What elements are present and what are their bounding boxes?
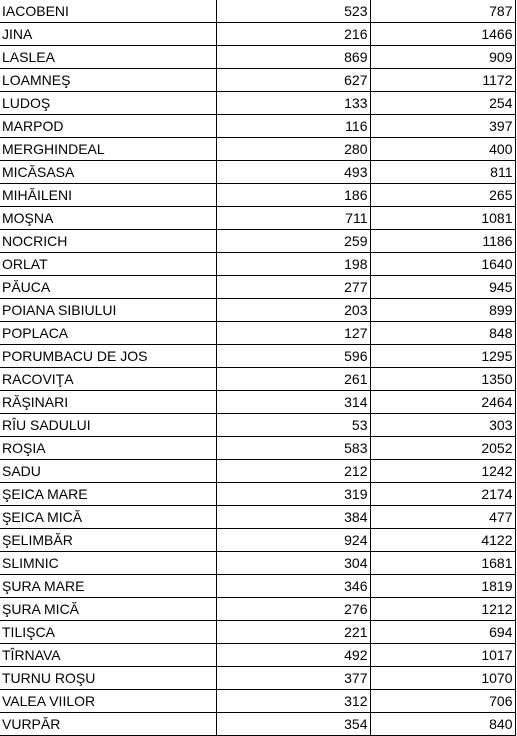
value-b-cell[interactable]: 1819 [370,575,515,598]
locality-name-cell[interactable]: JINA [0,23,216,46]
table-row [0,506,515,529]
locality-name-cell[interactable]: ŞELIMBĂR [0,529,216,552]
value-a-cell[interactable]: 127 [216,322,370,345]
value-a-cell[interactable]: 133 [216,92,370,115]
table-row [0,345,515,368]
value-a-cell[interactable]: 277 [216,276,370,299]
locality-name-cell[interactable]: ŞEICA MICĂ [0,506,216,529]
table-row [0,667,515,690]
value-a-cell[interactable]: 280 [216,138,370,161]
table-row [0,230,515,253]
locality-name-cell[interactable]: MERGHINDEAL [0,138,216,161]
table-row [0,414,515,437]
value-a-cell[interactable]: 523 [216,0,370,23]
value-a-cell[interactable]: 924 [216,529,370,552]
locality-name-cell[interactable]: MICĂSASA [0,161,216,184]
value-b-cell[interactable]: 1186 [370,230,515,253]
locality-name-cell[interactable]: RĂŞINARI [0,391,216,414]
value-b-cell[interactable]: 706 [370,690,515,713]
value-b-cell[interactable]: 945 [370,276,515,299]
value-a-cell[interactable]: 314 [216,391,370,414]
value-b-cell[interactable]: 840 [370,713,515,736]
table-row [0,575,515,598]
locality-name-cell[interactable]: IACOBENI [0,0,216,23]
value-b-cell[interactable]: 1640 [370,253,515,276]
table-row [0,161,515,184]
value-b-cell[interactable]: 1017 [370,644,515,667]
value-a-cell[interactable]: 216 [216,23,370,46]
value-b-cell[interactable]: 1070 [370,667,515,690]
table-row [0,207,515,230]
value-b-cell[interactable]: 909 [370,46,515,69]
locality-name-cell[interactable]: RÎU SADULUI [0,414,216,437]
value-b-cell[interactable]: 1212 [370,598,515,621]
value-b-cell[interactable]: 1681 [370,552,515,575]
value-b-cell[interactable]: 1242 [370,460,515,483]
locality-name-cell[interactable]: NOCRICH [0,230,216,253]
table-row [0,460,515,483]
value-b-cell[interactable]: 899 [370,299,515,322]
value-b-cell[interactable]: 2464 [370,391,515,414]
locality-name-cell[interactable]: SLIMNIC [0,552,216,575]
table-row [0,483,515,506]
locality-name-cell[interactable]: ŞURA MARE [0,575,216,598]
value-a-cell[interactable]: 354 [216,713,370,736]
value-b-cell[interactable]: 1081 [370,207,515,230]
value-b-cell[interactable]: 4122 [370,529,515,552]
locality-name-cell[interactable]: ŞEICA MARE [0,483,216,506]
value-a-cell[interactable]: 711 [216,207,370,230]
value-a-cell[interactable]: 312 [216,690,370,713]
table-row [0,184,515,207]
table-row [0,690,515,713]
locality-name-cell[interactable]: ROŞIA [0,437,216,460]
table-row [0,299,515,322]
value-b-cell[interactable]: 265 [370,184,515,207]
value-a-cell[interactable]: 261 [216,368,370,391]
value-a-cell[interactable]: 627 [216,69,370,92]
locality-name-cell[interactable]: ŞURA MICĂ [0,598,216,621]
locality-name-cell[interactable]: MARPOD [0,115,216,138]
table-row [0,138,515,161]
value-a-cell[interactable]: 198 [216,253,370,276]
value-b-cell[interactable]: 2174 [370,483,515,506]
value-a-cell[interactable]: 596 [216,345,370,368]
table-row [0,391,515,414]
value-a-cell[interactable]: 304 [216,552,370,575]
value-b-cell[interactable]: 303 [370,414,515,437]
table-row [0,46,515,69]
value-b-cell[interactable]: 1466 [370,23,515,46]
locality-name-cell[interactable]: SADU [0,460,216,483]
table-row [0,644,515,667]
value-a-cell[interactable]: 276 [216,598,370,621]
locality-name-cell[interactable]: POPLACA [0,322,216,345]
locality-name-cell[interactable]: POIANA SIBIULUI [0,299,216,322]
locality-name-cell[interactable]: VURPĂR [0,713,216,736]
locality-name-cell[interactable]: MOŞNA [0,207,216,230]
locality-name-cell[interactable]: MIHĂILENI [0,184,216,207]
table-row [0,92,515,115]
value-b-cell[interactable]: 1295 [370,345,515,368]
locality-name-cell[interactable]: TÎRNAVA [0,644,216,667]
value-b-cell[interactable]: 1172 [370,69,515,92]
locality-name-cell[interactable]: VALEA VIILOR [0,690,216,713]
value-a-cell[interactable]: 377 [216,667,370,690]
table-row [0,276,515,299]
value-a-cell[interactable]: 346 [216,575,370,598]
value-b-cell[interactable]: 2052 [370,437,515,460]
locality-name-cell[interactable]: LUDOŞ [0,92,216,115]
table-row [0,23,515,46]
locality-name-cell[interactable]: PORUMBACU DE JOS [0,345,216,368]
table-row [0,621,515,644]
value-b-cell[interactable]: 694 [370,621,515,644]
value-a-cell[interactable]: 53 [216,414,370,437]
value-a-cell[interactable]: 116 [216,115,370,138]
value-b-cell[interactable]: 397 [370,115,515,138]
locality-name-cell[interactable]: RACOVIŢA [0,368,216,391]
value-b-cell[interactable]: 400 [370,138,515,161]
value-a-cell[interactable]: 493 [216,161,370,184]
table-row [0,368,515,391]
value-a-cell[interactable]: 869 [216,46,370,69]
locality-name-cell[interactable]: LASLEA [0,46,216,69]
value-a-cell[interactable]: 186 [216,184,370,207]
table-row [0,0,515,23]
value-b-cell[interactable]: 254 [370,92,515,115]
value-a-cell[interactable]: 319 [216,483,370,506]
table-row [0,253,515,276]
locality-name-cell[interactable]: TILIŞCA [0,621,216,644]
value-b-cell[interactable]: 811 [370,161,515,184]
value-a-cell[interactable]: 221 [216,621,370,644]
value-a-cell[interactable]: 259 [216,230,370,253]
value-a-cell[interactable]: 203 [216,299,370,322]
value-b-cell[interactable]: 477 [370,506,515,529]
table-row [0,529,515,552]
value-a-cell[interactable]: 492 [216,644,370,667]
table-row [0,437,515,460]
value-b-cell[interactable]: 1350 [370,368,515,391]
locality-name-cell[interactable]: TURNU ROŞU [0,667,216,690]
locality-name-cell[interactable]: ORLAT [0,253,216,276]
value-b-cell[interactable]: 787 [370,0,515,23]
table-row [0,115,515,138]
value-b-cell[interactable]: 848 [370,322,515,345]
table-row [0,713,515,736]
value-a-cell[interactable]: 384 [216,506,370,529]
value-a-cell[interactable]: 583 [216,437,370,460]
locality-name-cell[interactable]: PĂUCA [0,276,216,299]
table-row [0,69,515,92]
table-row [0,552,515,575]
table-row [0,322,515,345]
locality-name-cell[interactable]: LOAMNEŞ [0,69,216,92]
value-a-cell[interactable]: 212 [216,460,370,483]
table-row [0,598,515,621]
